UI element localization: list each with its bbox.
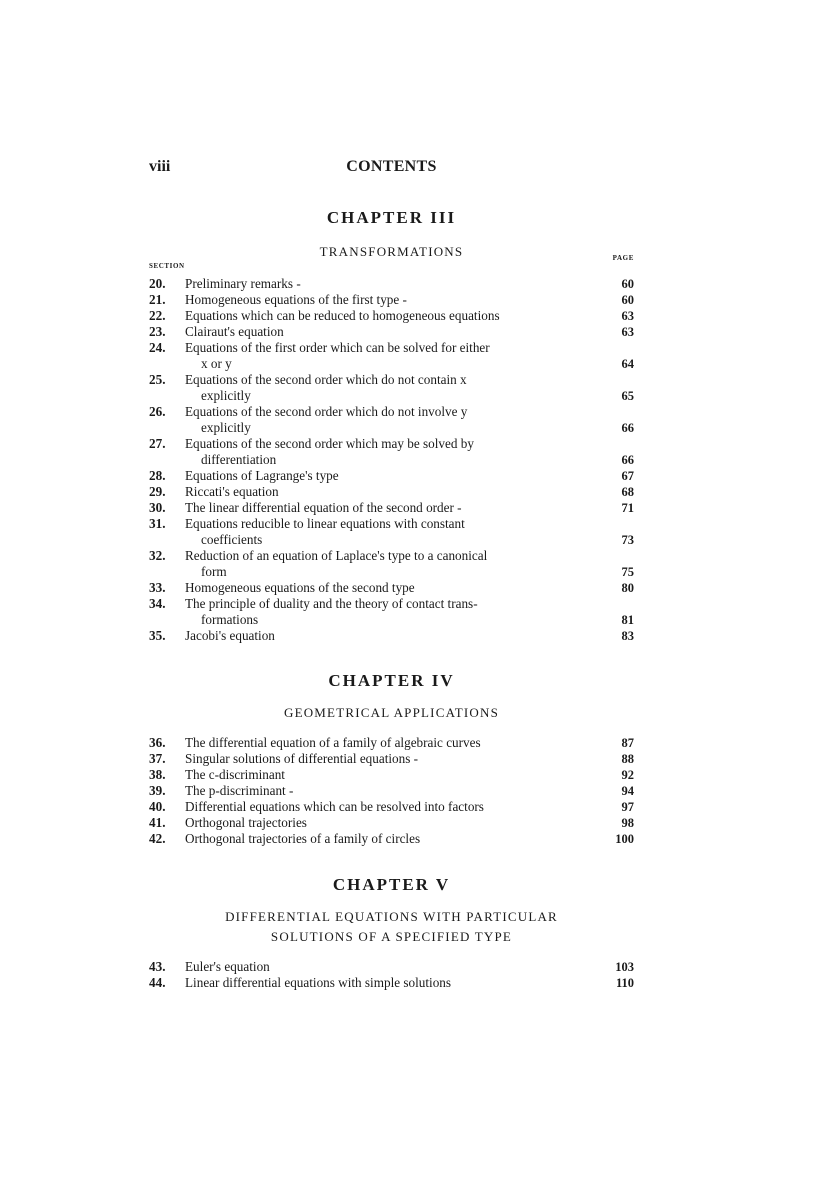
toc-entry: [149, 548, 634, 580]
section-number: 41.: [149, 815, 166, 830]
section-title: Clairaut's equation: [185, 324, 284, 339]
page-reference: 63: [621, 325, 634, 339]
section-number: 26.: [149, 404, 166, 419]
section-title: Euler's equation: [185, 959, 270, 974]
chapter-title: CHAPTER IV: [328, 671, 455, 690]
chapter-subtitle: TRANSFORMATIONS: [319, 244, 464, 259]
section-title: Equations reducible to linear equations with constant: [185, 516, 465, 531]
toc-entry: [149, 815, 634, 831]
section-title: Homogeneous equations of the second type: [185, 580, 415, 595]
chapter-5: [149, 875, 634, 991]
section-title: Reduction of an equation of Laplace's type to a canonical: [185, 548, 488, 563]
toc-entry: [149, 468, 634, 484]
section-number: 42.: [149, 831, 166, 846]
section-title: The principle of duality and the theory of contact trans-: [185, 596, 478, 611]
section-number: 24.: [149, 340, 166, 355]
toc-entry: [149, 959, 634, 975]
section-title: Orthogonal trajectories: [185, 815, 307, 830]
page-reference: 66: [621, 453, 634, 467]
page-reference: 60: [621, 293, 634, 307]
section-title-continuation: explicitly: [201, 388, 251, 403]
page-reference: 71: [621, 501, 634, 515]
toc-entry: [149, 580, 634, 596]
toc-entry: [149, 735, 634, 751]
toc-entry: [149, 372, 634, 404]
section-title-continuation: differentiation: [201, 452, 277, 467]
page-reference: 100: [615, 832, 634, 846]
chapter-4: [149, 671, 634, 847]
section-number: 39.: [149, 783, 166, 798]
section-number: 36.: [149, 735, 166, 750]
page-reference: 68: [621, 485, 634, 499]
section-number: 33.: [149, 580, 166, 595]
page-reference: 67: [621, 469, 634, 483]
section-title-continuation: coefficients: [201, 532, 263, 547]
section-title: Equations of Lagrange's type: [185, 468, 339, 483]
page-number: viii: [149, 158, 171, 175]
toc-list: [149, 735, 634, 847]
section-title: Linear differential equations with simple solutions: [185, 975, 452, 990]
section-title-continuation: formations: [201, 612, 259, 627]
chapter-title: CHAPTER III: [326, 208, 457, 227]
page-reference: 110: [615, 976, 634, 990]
section-title: Equations of the second order which do not contain x: [185, 372, 467, 387]
chapter-subtitle: GEOMETRICAL APPLICATIONS: [283, 705, 500, 720]
toc-entry: [149, 831, 634, 847]
section-title: Differential equations which can be resolved into factors: [185, 799, 484, 814]
page-reference: 103: [615, 960, 634, 974]
page-column-label: PAGE: [612, 254, 634, 262]
section-number: 29.: [149, 484, 166, 499]
running-head: [149, 158, 634, 178]
section-title: Jacobi's equation: [185, 628, 275, 643]
section-number: 21.: [149, 292, 166, 307]
section-number: 23.: [149, 324, 166, 339]
section-number: 37.: [149, 751, 166, 766]
page-reference: 92: [621, 768, 634, 782]
toc-list: [149, 959, 634, 991]
section-number: 31.: [149, 516, 166, 531]
section-title: Singular solutions of differential equations -: [185, 751, 419, 766]
toc-entry: [149, 484, 634, 500]
section-number: 20.: [149, 276, 166, 291]
toc-entry: [149, 767, 634, 783]
section-title: The differential equation of a family of algebraic curves: [185, 735, 481, 750]
page-reference: 64: [621, 357, 634, 371]
section-title: Equations of the second order which may be solved by: [185, 436, 474, 451]
toc-entry: [149, 324, 634, 340]
section-title-continuation: explicitly: [201, 420, 251, 435]
section-number: 28.: [149, 468, 166, 483]
section-title: Riccati's equation: [185, 484, 279, 499]
page-reference: 98: [621, 816, 634, 830]
page-reference: 87: [621, 736, 634, 750]
page-reference: 60: [621, 277, 634, 291]
page-reference: 66: [621, 421, 634, 435]
page-reference: 65: [621, 389, 634, 403]
page-reference: 97: [621, 800, 634, 814]
toc-entry: [149, 783, 634, 799]
page-reference: 81: [621, 613, 634, 627]
section-number: 35.: [149, 628, 166, 643]
toc-entry: [149, 596, 634, 628]
toc-entry: [149, 799, 634, 815]
section-number: 22.: [149, 308, 166, 323]
page-reference: 75: [621, 565, 634, 579]
section-title-continuation: form: [201, 564, 227, 579]
page-reference: 63: [621, 309, 634, 323]
chapter-3: [149, 208, 634, 644]
section-number: 32.: [149, 548, 166, 563]
section-title: The p-discriminant -: [185, 783, 294, 798]
toc-entry: [149, 292, 634, 308]
section-title: Equations of the second order which do not involve y: [185, 404, 468, 419]
chapter-subtitle-line-1: DIFFERENTIAL EQUATIONS WITH PARTICULAR: [225, 909, 558, 924]
section-title: Equations of the first order which can be solved for either: [185, 340, 490, 355]
toc-entry: [149, 308, 634, 324]
page-reference: 80: [621, 581, 634, 595]
section-number: 38.: [149, 767, 166, 782]
page-reference: 94: [621, 784, 634, 798]
section-number: 30.: [149, 500, 166, 515]
section-number: 34.: [149, 596, 166, 611]
section-title: Equations which can be reduced to homogeneous equations: [185, 308, 500, 323]
toc-entry: [149, 975, 634, 991]
section-column-label: SECTION: [149, 262, 185, 270]
chapter-subtitle-line-2: SOLUTIONS OF A SPECIFIED TYPE: [270, 929, 513, 944]
section-title: Preliminary remarks -: [185, 276, 301, 291]
section-title-continuation: x or y: [201, 356, 232, 371]
section-number: 40.: [149, 799, 166, 814]
toc-entry: [149, 436, 634, 468]
page-reference: 83: [621, 629, 634, 643]
section-number: 25.: [149, 372, 166, 387]
section-title: Orthogonal trajectories of a family of circles: [185, 831, 421, 846]
toc-entry: [149, 276, 634, 292]
section-number: 27.: [149, 436, 166, 451]
toc-entry: [149, 516, 634, 548]
column-heads: [149, 254, 634, 276]
section-title: The linear differential equation of the second order -: [185, 500, 462, 515]
section-title: Homogeneous equations of the first type -: [185, 292, 407, 307]
page-reference: 73: [621, 533, 634, 547]
toc-list: [149, 276, 634, 644]
section-number: 43.: [149, 959, 166, 974]
toc-entry: [149, 628, 634, 644]
toc-entry: [149, 340, 634, 372]
page-reference: 88: [621, 752, 634, 766]
page-head-title: CONTENTS: [346, 158, 437, 175]
chapter-title: CHAPTER V: [332, 875, 451, 894]
toc-entry: [149, 500, 634, 516]
toc-entry: [149, 751, 634, 767]
section-title: The c-discriminant: [185, 767, 285, 782]
toc-entry: [149, 404, 634, 436]
section-number: 44.: [149, 975, 166, 990]
